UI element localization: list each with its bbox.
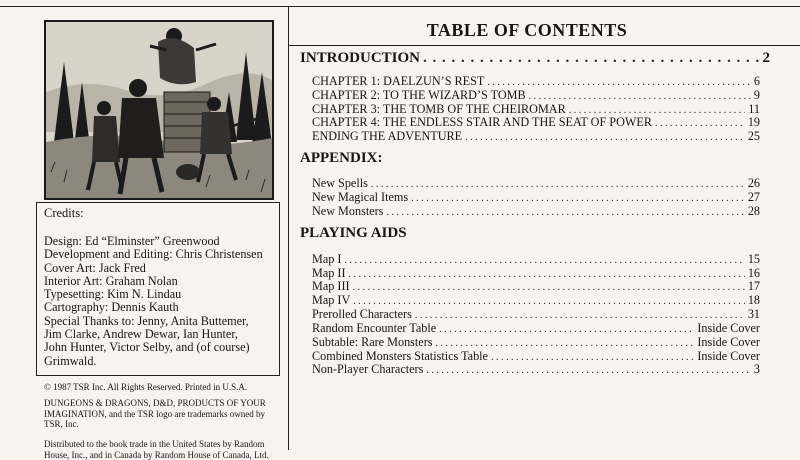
toc-entry-appendix[interactable]	[312, 176, 760, 191]
entry-page: 19	[747, 115, 760, 129]
entry-label: New Monsters	[312, 204, 384, 218]
dot-leader	[436, 338, 695, 349]
distribution-notice: Distributed to the book trade in the United States by Random House, Inc., and in Canada by Random House of Canada, Ltd.	[44, 439, 269, 460]
dot-leader	[426, 365, 751, 376]
entry-label: Random Encounter Table	[312, 321, 437, 335]
toc-entry-appendix[interactable]	[312, 204, 760, 219]
credit-line: Jim Clarke, Andrew Dewar, Ian Hunter,	[44, 327, 238, 342]
entry-page: 25	[747, 129, 760, 143]
entry-page: 3	[753, 362, 760, 376]
dot-leader	[529, 91, 751, 102]
dot-leader	[411, 193, 745, 204]
toc-entry-playing-aid[interactable]	[312, 335, 760, 350]
dot-leader	[415, 310, 745, 321]
dot-leader	[487, 77, 751, 88]
entry-page: 31	[747, 307, 760, 321]
toc-entry-playing-aid[interactable]	[312, 307, 760, 322]
entry-page: 17	[747, 279, 760, 293]
entry-label: CHAPTER 4: THE ENDLESS STAIR AND THE SEAT OF POWER	[312, 115, 652, 129]
credits-heading: Credits:	[44, 206, 84, 220]
dot-leader	[353, 296, 745, 307]
toc-entry-playing-aid[interactable]	[312, 362, 760, 377]
entry-label: New Magical Items	[312, 190, 409, 204]
entry-label: Prerolled Characters	[312, 307, 412, 321]
entry-label: Map III	[312, 279, 350, 293]
toc-entry-playing-aid[interactable]	[312, 279, 760, 294]
toc-entry-appendix[interactable]	[312, 190, 760, 205]
credit-line: Cartography: Dennis Kauth	[44, 300, 179, 315]
left-column	[0, 6, 288, 460]
credits-list	[44, 235, 276, 368]
entry-label: Map I	[312, 252, 342, 266]
credit-line: Development and Editing: Chris Christensen	[44, 247, 263, 262]
dot-leader	[465, 132, 745, 143]
entry-label: New Spells	[312, 176, 368, 190]
credit-line: Interior Art: Graham Nolan	[44, 273, 178, 288]
entry-label: Map IV	[312, 293, 351, 307]
entry-page: 6	[753, 74, 760, 88]
toc-entry-introduction[interactable]	[300, 50, 770, 67]
entry-page: Inside Cover	[697, 349, 760, 363]
entry-page: Inside Cover	[697, 321, 760, 335]
entry-page: 2	[762, 50, 770, 66]
trademark-notice: DUNGEONS & DRAGONS, D&D, PRODUCTS OF YOUR IMAGINATION, and the TSR logo are trademarks owned by TSR, Inc.	[44, 398, 266, 430]
entry-label: ENDING THE ADVENTURE	[312, 129, 463, 143]
entry-label: INTRODUCTION	[300, 50, 421, 66]
entry-label: Combined Monsters Statistics Table	[312, 349, 488, 363]
interior-illustration	[44, 20, 274, 200]
toc-entry-chapter[interactable]	[312, 88, 760, 103]
toc-entry-chapter[interactable]	[312, 74, 760, 89]
dot-leader	[386, 207, 744, 218]
credit-line: Typesetting: Kim N. Lindau	[44, 287, 182, 302]
entry-label: CHAPTER 2: TO THE WIZARD’S TOMB	[312, 88, 526, 102]
entry-label: Map II	[312, 266, 346, 280]
credit-line: Cover Art: Jack Fred	[44, 260, 146, 275]
title-rule	[289, 45, 800, 46]
credit-line: Special Thanks to: Jenny, Anita Buttemer,	[44, 313, 249, 328]
entry-page: 9	[753, 88, 760, 102]
dot-leader	[353, 282, 745, 293]
toc-entry-chapter[interactable]	[312, 115, 760, 130]
entry-label: CHAPTER 3: THE TOMB OF THE CHEIROMAR	[312, 102, 566, 116]
dot-leader	[344, 255, 744, 266]
entry-page: 15	[747, 252, 760, 266]
dot-leader	[423, 50, 759, 67]
entry-page: 27	[747, 190, 760, 204]
dot-leader	[439, 324, 694, 335]
entry-page: Inside Cover	[697, 335, 760, 349]
credit-line: John Hunter, Victor Selby, and (of course)	[44, 340, 250, 355]
entry-page: 28	[747, 204, 760, 218]
entry-page: 18	[747, 293, 760, 307]
dot-leader	[655, 118, 745, 129]
appendix-heading: APPENDIX:	[300, 150, 383, 166]
entry-page: 26	[747, 176, 760, 190]
toc-entry-playing-aid[interactable]	[312, 293, 760, 308]
dot-leader	[371, 179, 745, 190]
table-of-contents	[289, 6, 800, 450]
entry-page: 11	[748, 102, 760, 116]
entry-label: Non-Player Characters	[312, 362, 424, 376]
entry-page: 16	[747, 266, 760, 280]
toc-entry-chapter[interactable]	[312, 129, 760, 144]
entry-label: Subtable: Rare Monsters	[312, 335, 433, 349]
toc-entry-playing-aid[interactable]	[312, 252, 760, 267]
toc-entry-playing-aid[interactable]	[312, 321, 760, 336]
credit-line: Grimwald.	[44, 353, 97, 368]
entry-label: CHAPTER 1: DAELZUN’S REST	[312, 74, 485, 88]
toc-title: TABLE OF CONTENTS	[426, 20, 628, 40]
credit-line: Design: Ed “Elminster” Greenwood	[44, 234, 220, 248]
playing-aids-heading: PLAYING AIDS	[300, 225, 407, 241]
copyright-notice: © 1987 TSR Inc. All Rights Reserved. Printed in U.S.A.	[44, 382, 248, 392]
